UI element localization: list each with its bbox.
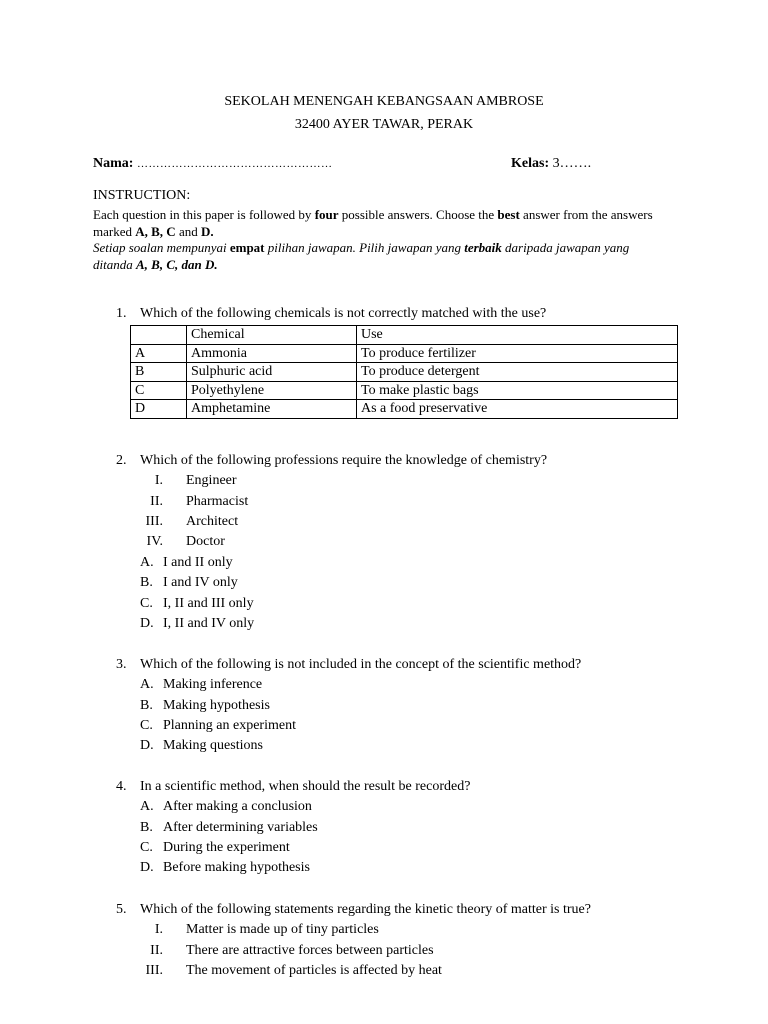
instruction-text: Each question in this paper is followed by <box>93 207 315 222</box>
table-row <box>131 400 678 419</box>
table-cell: B <box>131 363 187 382</box>
instruction-text: daripada jawapan yang ditanda <box>93 240 630 272</box>
table-cell: To produce detergent <box>357 363 678 382</box>
statement-numeral: I. <box>154 922 163 937</box>
option-letter: B. <box>140 575 153 590</box>
option-letter: A. <box>140 677 154 692</box>
nama-field <box>93 155 332 173</box>
instruction-text: Setiap soalan mempunyai <box>93 240 230 255</box>
nama-dots: …………………………………………… <box>136 158 333 170</box>
instruction-emphasis: A, B, C, dan D. <box>135 257 218 272</box>
table-cell: Ammonia <box>187 344 357 363</box>
option-text: I and II only <box>163 555 233 570</box>
instruction-english <box>93 206 668 240</box>
table-cell <box>131 326 187 345</box>
instruction-emphasis: D. <box>200 224 214 239</box>
table-cell: Polyethylene <box>187 381 357 400</box>
statement-text: The movement of particles is affected by heat <box>186 963 442 978</box>
table-cell: Use <box>357 326 678 345</box>
option-text: I, II and III only <box>163 596 254 611</box>
question-text: In a scientific method, when should the result be recorded? <box>140 779 471 794</box>
question-number: 1. <box>116 306 127 321</box>
table-cell: A <box>131 344 187 363</box>
instruction-title: INSTRUCTION: <box>93 188 191 203</box>
table-cell: To make plastic bags <box>357 381 678 400</box>
question-number: 4. <box>116 779 127 794</box>
nama-label: Nama: <box>93 156 134 171</box>
option-text: After making a conclusion <box>163 799 312 814</box>
question-number: 3. <box>116 657 127 672</box>
option-text: Making inference <box>163 677 263 692</box>
option-letter: D. <box>140 616 154 631</box>
statement-text: Matter is made up of tiny particles <box>186 922 379 937</box>
table-cell: Chemical <box>187 326 357 345</box>
option-letter: D. <box>140 860 154 875</box>
option-letter: B. <box>140 820 153 835</box>
option-text: Before making hypothesis <box>163 860 310 875</box>
school-address: 32400 AYER TAWAR, PERAK <box>294 117 474 132</box>
table-cell: Sulphuric acid <box>187 363 357 382</box>
instruction-text: answer from the answers marked <box>93 207 653 239</box>
statement-text: Architect <box>186 514 239 529</box>
table-cell: As a food preservative <box>357 400 678 419</box>
table-row <box>131 381 678 400</box>
kelas-value: 3……. <box>552 156 592 171</box>
kelas-label: Kelas: <box>511 156 550 171</box>
question-text: Which of the following statements regarding the kinetic theory of matter is true? <box>140 902 591 917</box>
statement-text: Pharmacist <box>186 494 249 509</box>
instruction-emphasis: empat <box>229 240 265 255</box>
question-number: 5. <box>116 902 127 917</box>
table-cell: To produce fertilizer <box>357 344 678 363</box>
instruction-text: and <box>175 224 201 239</box>
school-name: SEKOLAH MENENGAH KEBANGSAAN AMBROSE <box>224 94 544 109</box>
instruction-text: pilihan jawapan. Pilih jawapan yang <box>264 240 465 255</box>
table-cell: D <box>131 400 187 419</box>
option-letter: B. <box>140 698 153 713</box>
statement-numeral: IV. <box>146 534 163 549</box>
option-letter: C. <box>140 840 153 855</box>
question-number: 2. <box>116 453 127 468</box>
option-letter: D. <box>140 738 154 753</box>
question-text: Which of the following is not included in the concept of the scientific method? <box>140 657 582 672</box>
question-text: Which of the following professions require the knowledge of chemistry? <box>140 453 548 468</box>
question-1-table <box>130 325 678 419</box>
statement-numeral: I. <box>154 473 163 488</box>
option-text: Planning an experiment <box>163 718 296 733</box>
instruction-emphasis: terbaik <box>464 240 502 255</box>
instruction-malay <box>93 239 668 273</box>
statement-numeral: III. <box>145 514 163 529</box>
table-row <box>131 363 678 382</box>
table-cell: Amphetamine <box>187 400 357 419</box>
statement-numeral: III. <box>145 963 163 978</box>
instruction-emphasis: four <box>314 207 339 222</box>
instruction-emphasis: best <box>497 207 520 222</box>
option-letter: A. <box>140 555 154 570</box>
question-text: Which of the following chemicals is not correctly matched with the use? <box>140 306 547 321</box>
instruction-text: possible answers. Choose the <box>338 207 498 222</box>
option-text: I and IV only <box>163 575 238 590</box>
statement-text: Engineer <box>186 473 237 488</box>
option-letter: C. <box>140 596 153 611</box>
table-cell: C <box>131 381 187 400</box>
option-text: During the experiment <box>163 840 290 855</box>
option-text: After determining variables <box>163 820 318 835</box>
kelas-field <box>511 155 591 173</box>
table-row <box>131 344 678 363</box>
option-text: Making hypothesis <box>163 698 270 713</box>
option-text: Making questions <box>163 738 263 753</box>
option-letter: C. <box>140 718 153 733</box>
instruction-emphasis: A, B, C <box>135 224 176 239</box>
option-text: I, II and IV only <box>163 616 255 631</box>
statement-text: There are attractive forces between particles <box>186 943 434 958</box>
statement-numeral: II. <box>150 494 163 509</box>
statement-text: Doctor <box>186 534 225 549</box>
table-header-row <box>131 326 678 345</box>
statement-numeral: II. <box>150 943 163 958</box>
option-letter: A. <box>140 799 154 814</box>
